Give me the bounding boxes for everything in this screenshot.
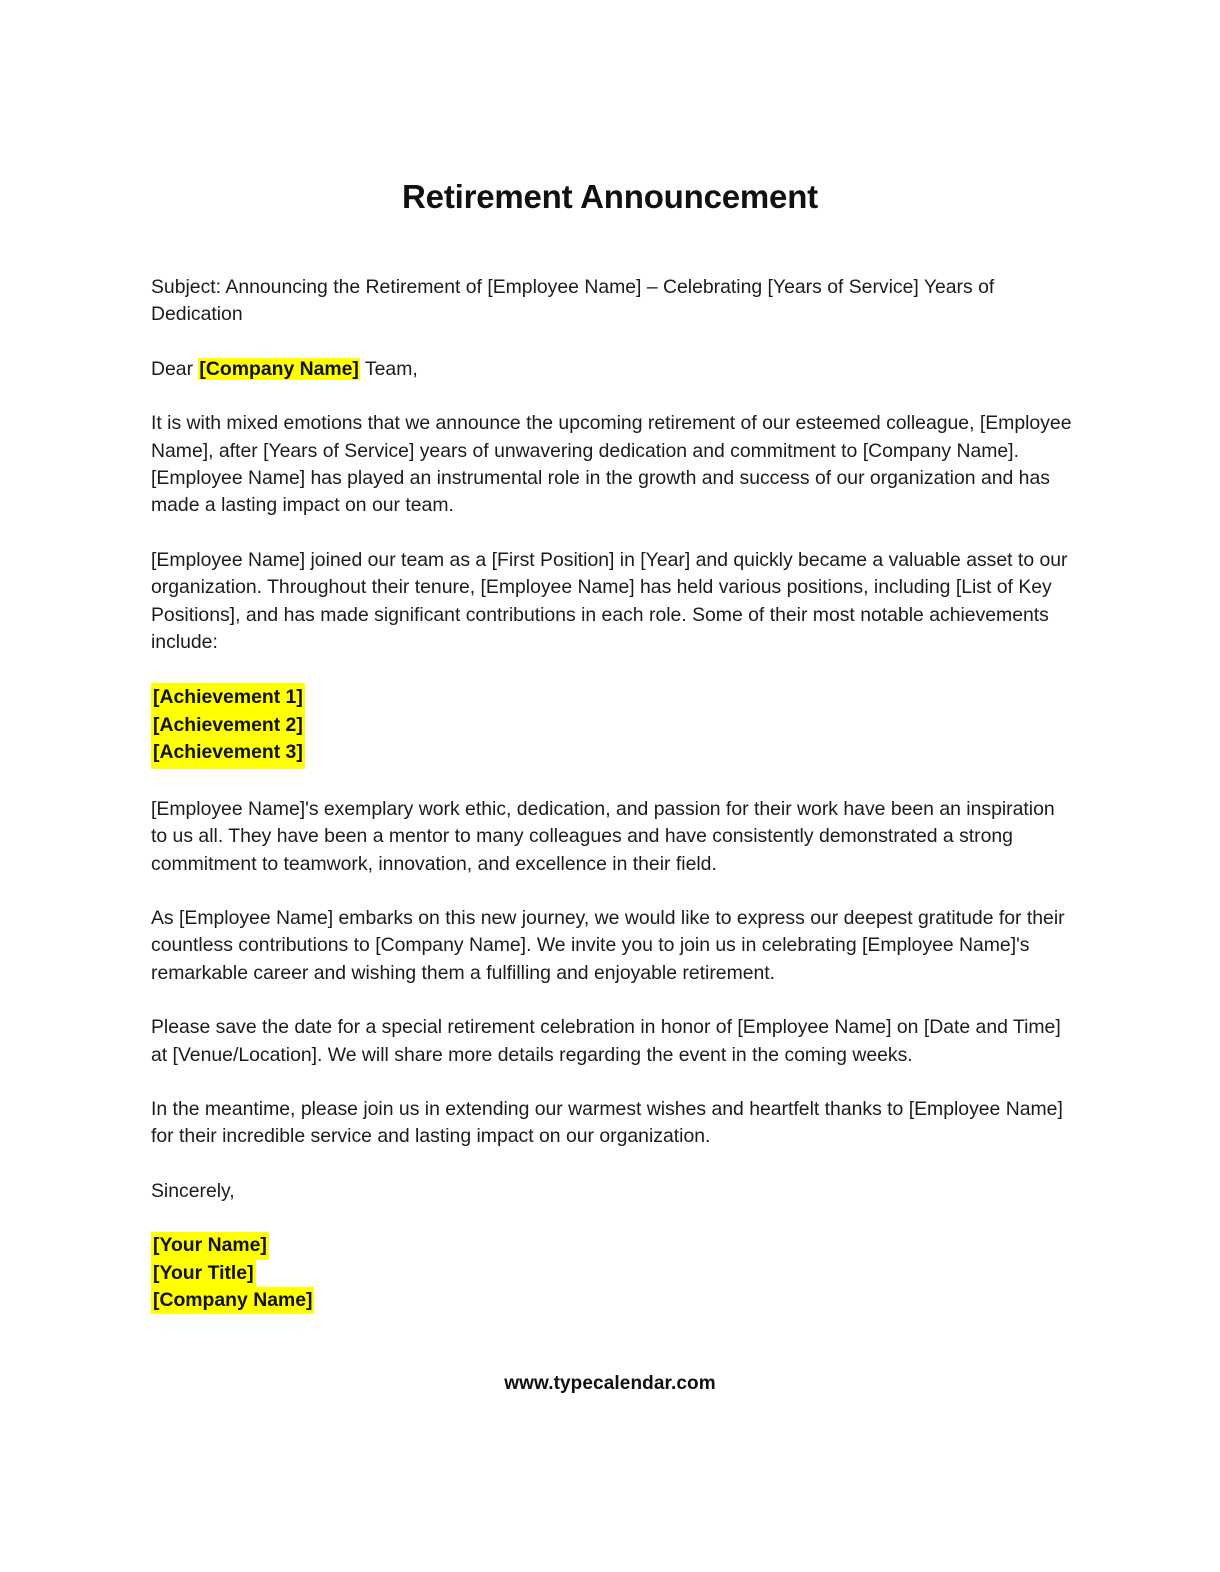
salutation-suffix: Team,: [359, 357, 418, 380]
salutation-prefix: Dear: [151, 357, 199, 380]
signature-title: [Your Title]: [151, 1260, 256, 1287]
list-item: [Achievement 2]: [153, 713, 303, 736]
spacer: [151, 1151, 1073, 1178]
paragraph-work-ethic: [Employee Name]'s exemplary work ethic, dedication, and passion for their work have been an inspiration to us all. They have been a mentor to many colleagues and have consistently demonstrated a strong commitment to teamwork, innovation, and excellence in their field.: [151, 797, 1055, 875]
closing-line: Sincerely,: [151, 1179, 235, 1202]
spacer: [151, 656, 1073, 683]
salutation-line: [151, 356, 1073, 383]
list-item: [Achievement 1]: [153, 686, 303, 709]
subject-line: Subject: Announcing the Retirement of [Employee Name] – Celebrating [Years of Service] Years of Dedication: [151, 276, 995, 326]
signature-block: [151, 1232, 1073, 1314]
signature-name: [Your Name]: [151, 1232, 269, 1259]
spacer: [151, 520, 1073, 547]
page-title: Retirement Announcement: [402, 178, 818, 216]
letter-body: [151, 274, 1073, 1314]
spacer: [151, 1069, 1073, 1096]
salutation-company-placeholder: [Company Name]: [199, 357, 359, 380]
paragraph-gratitude: As [Employee Name] embarks on this new journey, we would like to express our deepest gratitude for their countless contributions to [Company Name]. We invite you to join us in celebrating [Employee Name]'s remarkable career and wishing them a fulfilling and enjoyable retirement.: [151, 906, 1065, 984]
spacer: [151, 1205, 1073, 1232]
paragraph-save-the-date: Please save the date for a special retirement celebration in honor of [Employee Name] on [Date and Time] at [Venue/Location]. We will share more details regarding the event in the coming weeks.: [151, 1016, 1061, 1066]
spacer: [151, 769, 1073, 796]
paragraph-warmest-wishes: In the meantime, please join us in extending our warmest wishes and heartfelt thanks to [Employee Name] for their incredible service and lasting impact on our organization.: [151, 1097, 1063, 1148]
achievements-list: [151, 683, 305, 768]
spacer: [151, 383, 1073, 410]
spacer: [151, 329, 1073, 356]
list-item: [Achievement 3]: [153, 741, 303, 764]
spacer: [151, 878, 1073, 905]
paragraph-announcement: It is with mixed emotions that we announce the upcoming retirement of our esteemed colleague, [Employee Name], after [Years of Service] years of unwavering dedication and commitment to [Company Name]. [Employee Name] has played an instrumental role in the growth and success of our organization and has made a lasting impact on our team.: [151, 412, 1072, 517]
paragraph-career-history: [Employee Name] joined our team as a [First Position] in [Year] and quickly became a valuable asset to our organization. Throughout their tenure, [Employee Name] has held various positions, including [List of Key Positions], and has made significant contributions in each role. Some of their most notable achievements include:: [151, 548, 1068, 654]
signature-company: [Company Name]: [151, 1287, 314, 1314]
footer-website: www.typecalendar.com: [504, 1373, 716, 1394]
spacer: [151, 987, 1073, 1014]
